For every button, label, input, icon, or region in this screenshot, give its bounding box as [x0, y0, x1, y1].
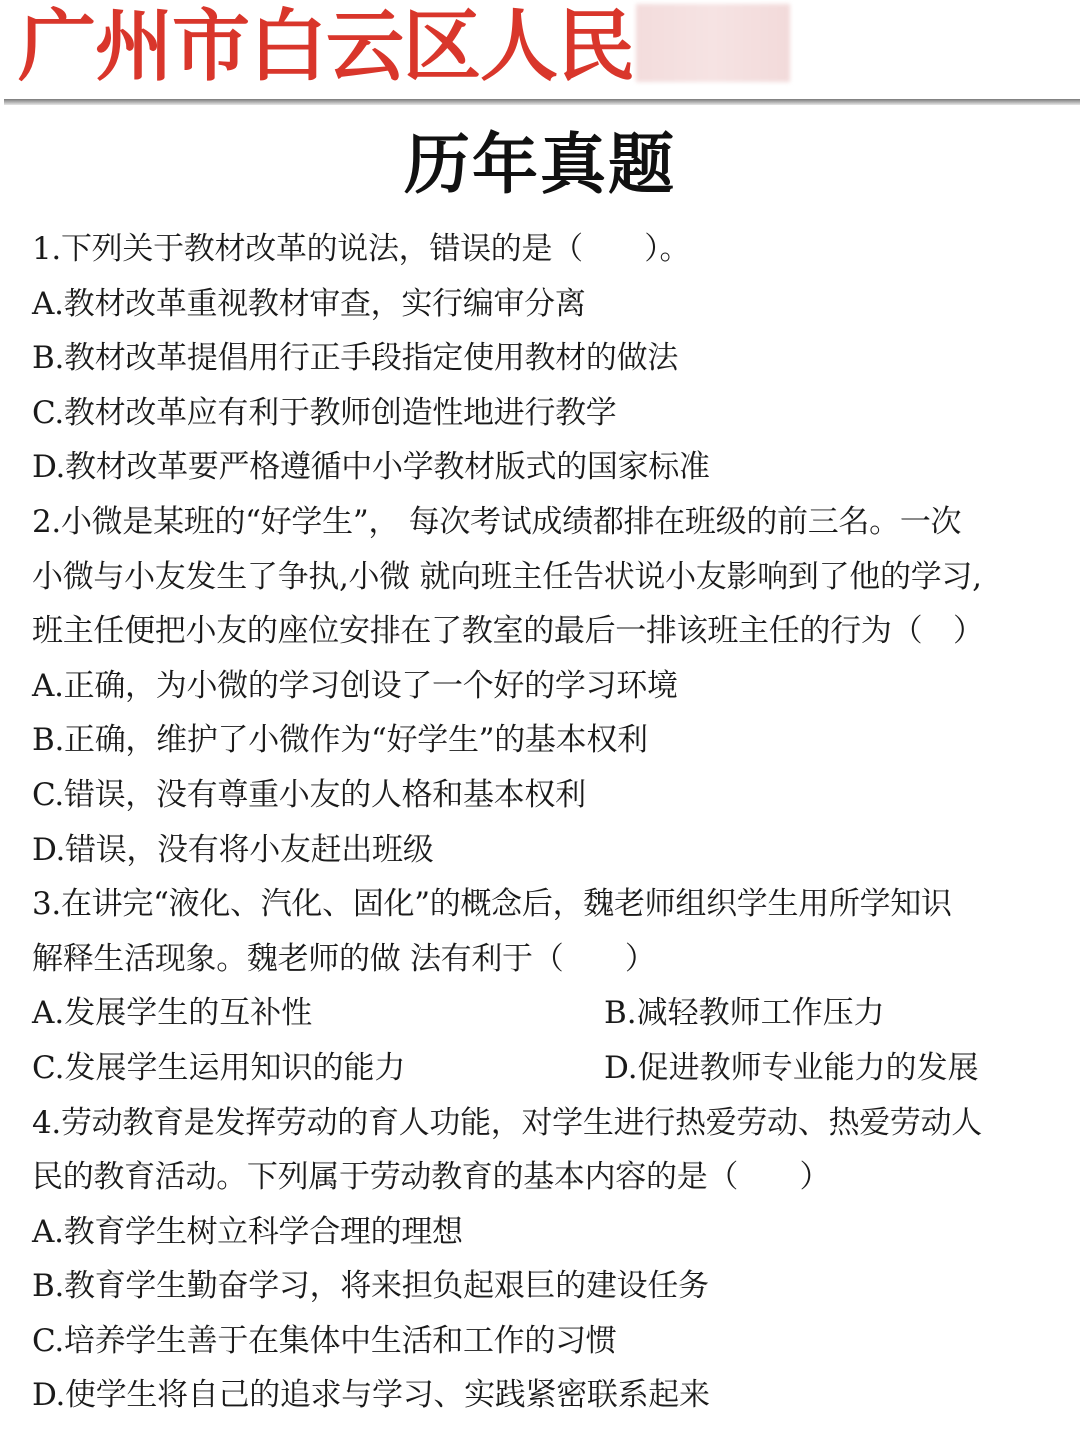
- option-row: [32, 1041, 1042, 1096]
- header-banner: [0, 0, 1080, 100]
- question-stem: 班主任便把小友的座位安排在了教室的最后一排该班主任的行为（ ）: [32, 613, 984, 650]
- header-divider: [4, 99, 1080, 105]
- question-4: [32, 1096, 1042, 1424]
- question-stem: 解释生活现象。魏老师的做 法有利于（ ）: [32, 940, 656, 977]
- blurred-redaction: [636, 4, 790, 82]
- page-title: 历年真题: [404, 125, 676, 203]
- option-a: A.发展学生的互补性: [32, 995, 313, 1032]
- option-c: C.错误，没有尊重小友的人格和基本权利: [32, 776, 586, 813]
- option-c: C.培养学生善于在集体中生活和工作的习惯: [32, 1322, 617, 1359]
- option-c: C.发展学生运用知识的能力: [32, 1049, 406, 1086]
- option-a: A.正确，为小微的学习创设了一个好的学习环境: [32, 667, 678, 704]
- question-1: [32, 222, 1042, 495]
- question-stem: 4.劳动教育是发挥劳动的育人功能，对学生进行热爱劳动、热爱劳动人: [32, 1104, 982, 1141]
- question-stem: 民的教育活动。下列属于劳动教育的基本内容的是（ ）: [32, 1159, 831, 1196]
- option-b: B.教材改革提倡用行正手段指定使用教材的做法: [32, 340, 679, 377]
- option-a: A.教材改革重视教材审查，实行编审分离: [32, 285, 586, 322]
- option-c: C.教材改革应有利于教师创造性地进行教学: [32, 394, 617, 431]
- question-stem: 3.在讲完“液化、汽化、固化”的概念后，魏老师组织学生用所学知识: [32, 886, 952, 923]
- banner-title: 广州市白云区人民: [18, 2, 635, 92]
- question-stem: 小微与小友发生了争执,小微 就向班主任告状说小友影响到了他的学习,: [32, 558, 982, 595]
- option-d: D.促进教师专业能力的发展: [604, 1049, 979, 1086]
- option-b: B.减轻教师工作压力: [604, 995, 885, 1032]
- option-b: B.教育学生勤奋学习，将来担负起艰巨的建设任务: [32, 1268, 709, 1305]
- option-row: [32, 986, 1042, 1041]
- question-stem: 1.下列关于教材改革的说法，错误的是（ ）。: [32, 231, 691, 267]
- option-d: D.教材改革要严格遵循中小学教材版式的国家标准: [32, 449, 710, 486]
- question-2: [32, 495, 1042, 877]
- question-stem: 2.小微是某班的“好学生”， 每次考试成绩都排在班级的前三名。一次: [32, 503, 962, 540]
- option-b: B.正确，维护了小微作为“好学生”的基本权利: [32, 722, 648, 759]
- question-list: [32, 222, 1042, 1423]
- question-3: [32, 877, 1042, 1095]
- option-d: D.使学生将自己的追求与学习、实践紧密联系起来: [32, 1377, 710, 1414]
- option-a: A.教育学生树立科学合理的理想: [32, 1213, 463, 1250]
- option-d: D.错误，没有将小友赶出班级: [32, 831, 434, 868]
